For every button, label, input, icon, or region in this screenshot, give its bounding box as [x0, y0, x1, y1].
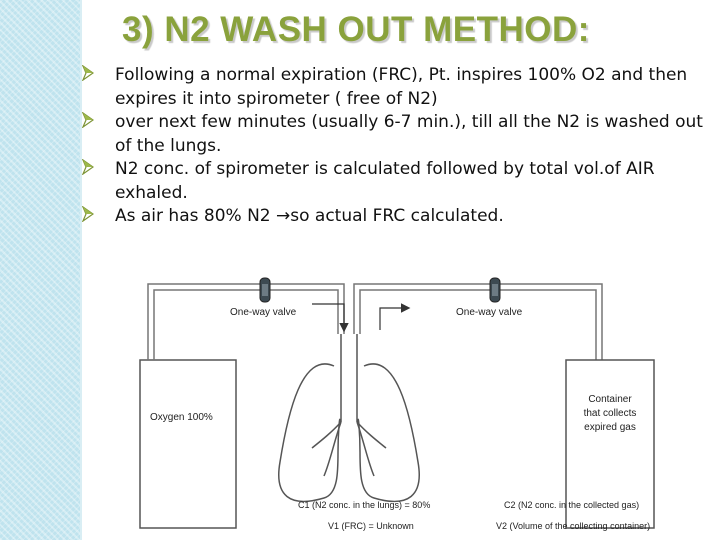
c2-label: C2 (N2 conc. in the collected gas)	[504, 500, 640, 510]
bullet-text: over next few minutes (usually 6-7 min.), till all the N2 is washed out of the lungs.	[115, 112, 703, 156]
bullet-text: N2 conc. of spirometer is calculated followed by total vol.of AIR exhaled.	[115, 159, 655, 203]
inflow-arrow-icon	[312, 304, 344, 330]
c1-label: C1 (N2 conc. in the lungs) = 80%	[298, 500, 431, 510]
bullet-list	[80, 64, 720, 229]
oxygen-tank	[140, 360, 236, 528]
one-way-valve-left-icon	[260, 278, 270, 302]
inspiratory-tube	[148, 284, 344, 360]
bullet-item	[80, 111, 720, 158]
v1-label: V1 (FRC) = Unknown	[328, 521, 414, 531]
decorative-side-band	[0, 0, 80, 540]
v2-label: V2 (Volume of the collecting container)	[496, 521, 651, 531]
slide-title: 3) N2 WASH OUT METHOD:	[122, 10, 590, 49]
bullet-item	[80, 64, 720, 111]
container-label-line-2: that collects	[583, 408, 637, 419]
arrowhead-bullet-icon	[82, 65, 94, 81]
expiratory-tube-inner	[360, 290, 596, 360]
bullet-text: As air has 80% N2 →so actual FRC calculated.	[115, 206, 504, 226]
outflow-arrow-icon	[380, 308, 408, 330]
bullet-item	[80, 205, 720, 229]
one-way-valve-right-icon	[490, 278, 500, 302]
arrowhead-bullet-icon	[82, 112, 94, 128]
bullet-item	[80, 158, 720, 205]
trachea	[341, 334, 357, 422]
expiratory-tube	[354, 284, 602, 360]
container-label-line-3: expired gas	[584, 422, 636, 433]
n2-washout-diagram	[112, 272, 716, 534]
valve-right-label: One-way valve	[456, 307, 523, 318]
oxygen-label: Oxygen 100%	[150, 412, 213, 423]
container-label-line-1: Container	[588, 394, 632, 405]
arrowhead-bullet-icon	[82, 159, 94, 175]
arrowhead-bullet-icon	[82, 206, 94, 222]
valve-left-label: One-way valve	[230, 307, 297, 318]
bullet-text: Following a normal expiration (FRC), Pt. inspires 100% O2 and then expires it into spirometer ( free of N2)	[115, 65, 688, 109]
lungs-icon	[279, 364, 419, 501]
inspiratory-tube-inner	[154, 290, 338, 360]
